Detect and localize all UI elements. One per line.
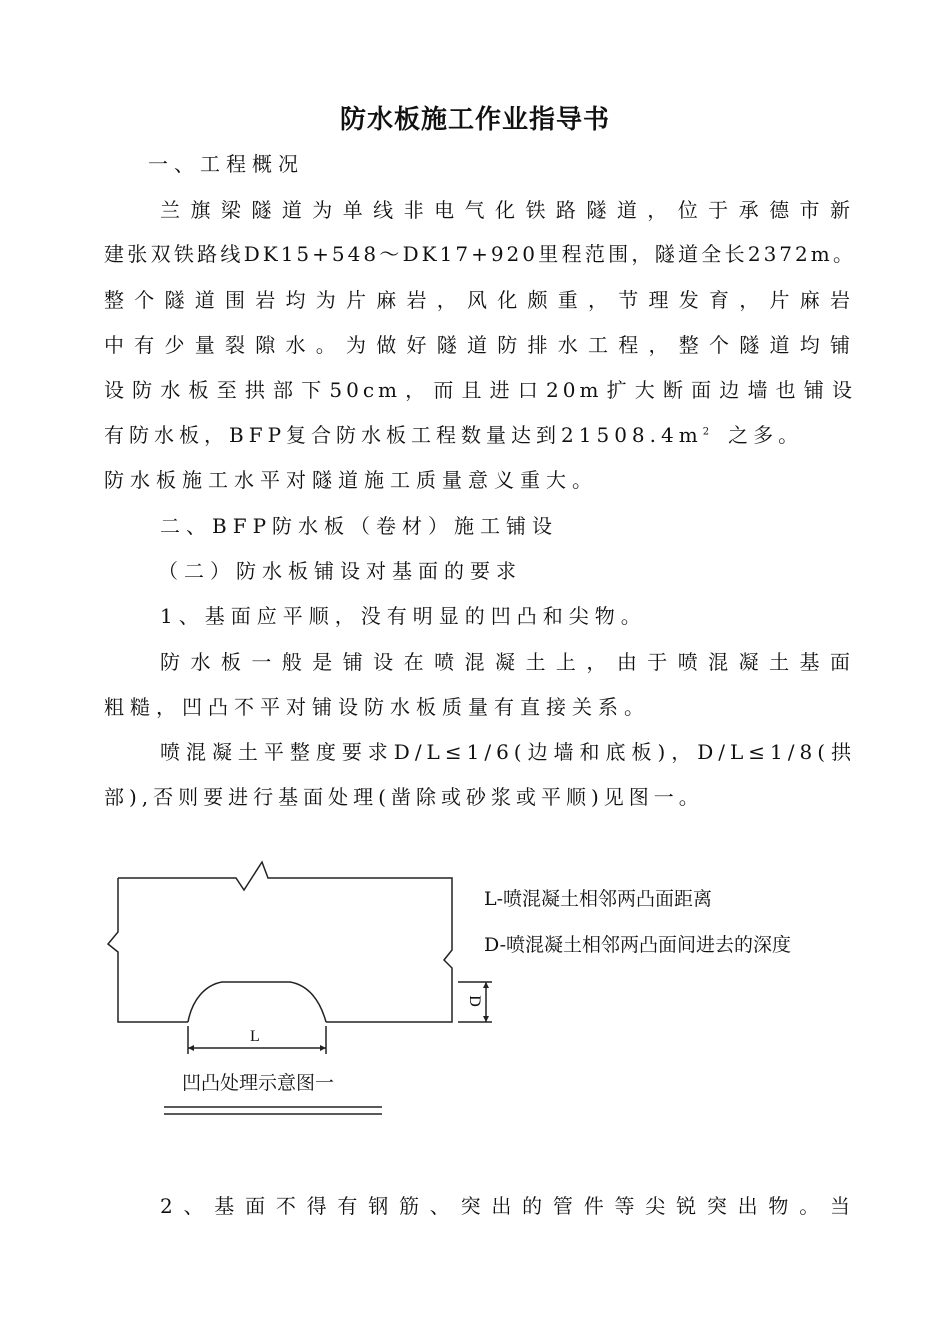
- concave-bump: [188, 982, 326, 1022]
- label-D: D: [465, 995, 483, 1007]
- paragraph-line: 防水板施工水平对隧道施工质量意义重大。: [104, 468, 598, 492]
- subsection-heading: （二）防水板铺设对基面的要求: [158, 559, 522, 583]
- paragraph-line: 设防水板至拱部下50cm，而且进口20m扩大断面边墙也铺设: [104, 378, 856, 402]
- paragraph-line: 中有少量裂隙水。为做好隧道防排水工程，整个隧道均铺: [104, 333, 856, 357]
- shotcrete-outline-left: [108, 878, 188, 1022]
- paragraph-line: 部),否则要进行基面处理(凿除或砂浆或平顺)见图一。: [104, 785, 704, 809]
- paragraph-line: 兰旗梁隧道为单线非电气化铁路隧道，位于承德市新: [160, 198, 856, 222]
- figure-caption: 凹凸处理示意图一: [182, 1072, 335, 1094]
- document-title: 防水板施工作业指导书: [339, 105, 610, 135]
- arrow-head: [483, 982, 489, 988]
- arrow-head: [188, 1045, 194, 1051]
- paragraph-line: 喷混凝土平整度要求D/L≤1/6(边墙和底板)，D/L≤1/8(拱: [160, 740, 856, 764]
- area-suffix: 之多。: [728, 423, 804, 447]
- label-L: L: [250, 1028, 260, 1045]
- paragraph-line: 防水板一般是铺设在喷混凝土上，由于喷混凝土基面: [160, 650, 856, 674]
- superscript: 2: [702, 426, 715, 438]
- legend-D: D-喷混凝土相邻两凸面间进去的深度: [484, 934, 792, 956]
- arrow-head: [320, 1045, 326, 1051]
- legend-L: L-喷混凝土相邻两凸面距离: [484, 888, 713, 910]
- section2-heading: 二、BFP防水板（卷材）施工铺设: [160, 514, 559, 538]
- paragraph-line: 整个隧道围岩均为片麻岩，风化颇重，节理发育，片麻岩: [104, 288, 856, 312]
- requirement-item: 2、基面不得有钢筋、突出的管件等尖锐突出物。当: [160, 1194, 856, 1218]
- arrow-head: [483, 1016, 489, 1022]
- requirement-item: 1、基面应平顺，没有明显的凹凸和尖物。: [160, 604, 647, 628]
- shotcrete-outline: [118, 862, 452, 1022]
- area-text: 有防水板，BFP复合防水板工程数量达到21508.4m: [104, 423, 703, 447]
- section1-heading: 一、工程概况: [148, 152, 304, 176]
- paragraph-line: 粗糙，凹凸不平对铺设防水板质量有直接关系。: [104, 695, 650, 719]
- paragraph-line: 建张双铁路线DK15+548～DK17+920里程范围，隧道全长2372m。: [104, 242, 856, 266]
